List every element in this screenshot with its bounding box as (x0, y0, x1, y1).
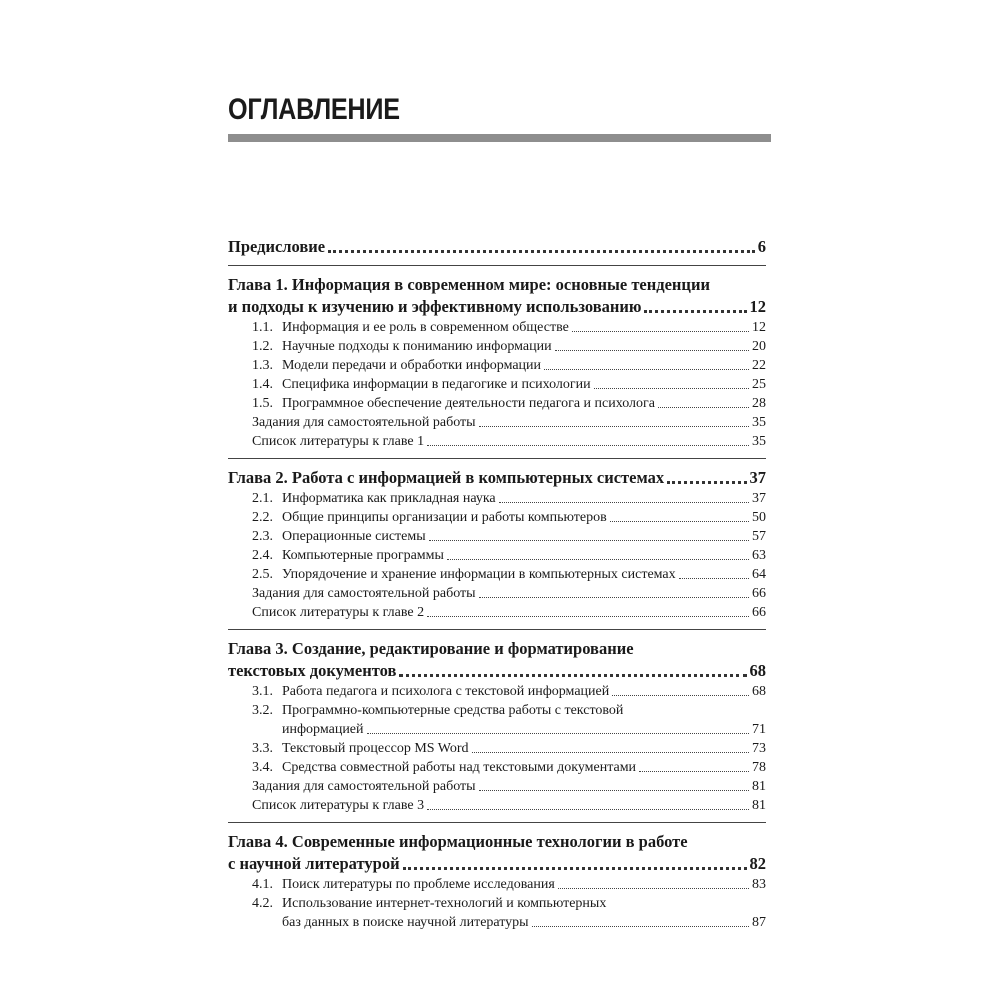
toc-entry-section[interactable] (228, 356, 766, 375)
leader-dots (594, 388, 749, 389)
section-title: информацией (282, 722, 364, 737)
leader-dots (532, 926, 749, 927)
toc-entry-section[interactable] (228, 682, 766, 701)
separator-line (228, 822, 766, 823)
chapter-1 (228, 274, 766, 451)
entry-title: текстовых документов (228, 661, 397, 680)
separator-line (228, 458, 766, 459)
toc-entry-section[interactable] (228, 875, 766, 894)
toc-entry-tasks[interactable] (228, 584, 766, 603)
leader-dots (427, 809, 749, 810)
toc-entry-section[interactable] (228, 508, 766, 527)
toc-entry-references[interactable] (228, 432, 766, 451)
page-number: 78 (752, 760, 766, 775)
page-number: 87 (752, 915, 766, 930)
section-title: Программное обеспечение деятельности педагога и психолога (282, 396, 655, 411)
leader-dots (427, 445, 749, 446)
section-number: 3.3. (252, 741, 273, 756)
page-number: 81 (752, 779, 766, 794)
section-title: Специфика информации в педагогике и психологии (282, 377, 591, 392)
page-number: 12 (752, 320, 766, 335)
section-number: 4.1. (252, 877, 273, 892)
section-number: 2.1. (252, 491, 273, 506)
leader-dots (555, 350, 749, 351)
toc-entry-section[interactable] (228, 894, 766, 932)
heading-rule (228, 134, 771, 142)
entry-title: с научной литературой (228, 854, 400, 873)
entry-title: Список литературы к главе 1 (252, 434, 425, 449)
entry-title: Список литературы к главе 2 (252, 605, 425, 620)
toc-entry-chapter[interactable] (228, 296, 766, 318)
toc-entry-tasks[interactable] (228, 777, 766, 796)
entry-title: Глава 2. Работа с информацией в компьютерных системах (228, 468, 665, 487)
page-number: 82 (749, 854, 766, 873)
entry-title: и подходы к изучению и эффективному использованию (228, 297, 642, 316)
entry-title: Задания для самостоятельной работы (252, 415, 476, 430)
toc-entry-references[interactable] (228, 603, 766, 622)
page-number: 35 (752, 434, 766, 449)
page-number: 81 (752, 798, 766, 813)
page-number: 20 (752, 339, 766, 354)
page-number: 50 (752, 510, 766, 525)
toc-entry-section[interactable] (228, 318, 766, 337)
section-title: Общие принципы организации и работы компьютеров (282, 510, 607, 525)
leader-dots (639, 771, 749, 772)
section-title: Средства совместной работы над текстовыми документами (282, 760, 637, 775)
section-number: 2.5. (252, 567, 273, 582)
toc-entry-chapter[interactable] (228, 660, 766, 682)
chapter-title[interactable]: Глава 4. Современные информационные технологии в работе (228, 832, 688, 851)
section-number: 2.2. (252, 510, 273, 525)
leader-dots (429, 540, 749, 541)
page-number: 68 (752, 684, 766, 699)
section-number: 1.3. (252, 358, 273, 373)
page-number: 37 (749, 468, 766, 487)
page-number: 64 (752, 567, 766, 582)
page-number: 12 (749, 297, 766, 316)
leader-dots (479, 597, 749, 598)
section-number: 2.3. (252, 529, 273, 544)
section-number: 1.1. (252, 320, 273, 335)
section-title: Операционные системы (282, 529, 426, 544)
toc-entry-chapter[interactable] (228, 853, 766, 875)
page-number: 57 (752, 529, 766, 544)
toc-entry-section[interactable] (228, 394, 766, 413)
leader-dots (479, 790, 749, 791)
section-title-line1: Использование интернет-технологий и компьютерных (282, 896, 607, 911)
toc-entry-section[interactable] (228, 375, 766, 394)
toc-entry-section[interactable] (228, 758, 766, 777)
page-number: 25 (752, 377, 766, 392)
leader-dots (610, 521, 749, 522)
section-number: 4.2. (252, 896, 273, 911)
section-number: 3.1. (252, 684, 273, 699)
entry-title: Список литературы к главе 3 (252, 798, 425, 813)
page-number: 73 (752, 741, 766, 756)
entry-title: Предисловие (228, 237, 326, 256)
page-number: 68 (749, 661, 766, 680)
leader-dots (472, 752, 749, 753)
page-number: 37 (752, 491, 766, 506)
toc-entry-section[interactable] (228, 489, 766, 508)
chapter-4 (228, 831, 766, 932)
section-number: 3.2. (252, 703, 273, 718)
toc-entry-references[interactable] (228, 796, 766, 815)
leader-dots (679, 578, 749, 579)
leader-dots (499, 502, 749, 503)
page-number: 63 (752, 548, 766, 563)
section-title: баз данных в поиске научной литературы (282, 915, 529, 930)
section-title: Научные подходы к пониманию информации (282, 339, 552, 354)
page-title: ОГЛАВЛЕНИЕ (228, 93, 400, 126)
toc-entry-section[interactable] (228, 337, 766, 356)
leader-dots (667, 481, 746, 484)
leader-dots (544, 369, 749, 370)
leader-dots (399, 674, 746, 677)
section-title: Информатика как прикладная наука (282, 491, 496, 506)
toc-entry-section[interactable] (228, 546, 766, 565)
section-title: Поиск литературы по проблеме исследования (282, 877, 555, 892)
toc-entry-section[interactable] (228, 739, 766, 758)
chapter-2 (228, 467, 766, 622)
section-number: 3.4. (252, 760, 273, 775)
toc-entry-section[interactable] (228, 565, 766, 584)
toc-entry-section[interactable] (228, 527, 766, 546)
leader-dots (572, 331, 749, 332)
page-number: 71 (752, 722, 766, 737)
page-number: 6 (757, 237, 766, 256)
leader-dots (479, 426, 749, 427)
leader-dots (403, 867, 747, 870)
separator-line (228, 629, 766, 630)
section-number: 1.4. (252, 377, 273, 392)
page-number: 66 (752, 605, 766, 620)
page-number: 35 (752, 415, 766, 430)
section-title: Работа педагога и психолога с текстовой информацией (282, 684, 610, 699)
entry-title: Задания для самостоятельной работы (252, 586, 476, 601)
section-number: 2.4. (252, 548, 273, 563)
page-number: 66 (752, 586, 766, 601)
page-number: 83 (752, 877, 766, 892)
section-number: 1.2. (252, 339, 273, 354)
section-title: Модели передачи и обработки информации (282, 358, 542, 373)
toc-entry-preface[interactable] (228, 236, 766, 258)
table-of-contents (228, 236, 766, 932)
section-title: Информация и ее роль в современном обществе (282, 320, 569, 335)
leader-dots (427, 616, 749, 617)
section-title: Упорядочение и хранение информации в компьютерных системах (282, 567, 676, 582)
toc-entry-chapter[interactable] (228, 467, 766, 489)
page-number: 22 (752, 358, 766, 373)
page-number: 28 (752, 396, 766, 411)
chapter-title[interactable]: Глава 1. Информация в современном мире: основные тенденции (228, 275, 710, 294)
section-title: Текстовый процессор MS Word (282, 741, 469, 756)
separator-line (228, 265, 766, 266)
chapter-title[interactable]: Глава 3. Создание, редактирование и форматирование (228, 639, 634, 658)
toc-entry-tasks[interactable] (228, 413, 766, 432)
leader-dots (367, 733, 749, 734)
entry-title: Задания для самостоятельной работы (252, 779, 476, 794)
leader-dots (328, 250, 755, 253)
leader-dots (447, 559, 749, 560)
section-title: Компьютерные программы (282, 548, 444, 563)
leader-dots (612, 695, 749, 696)
toc-entry-section[interactable] (228, 701, 766, 739)
section-title-line1: Программно-компьютерные средства работы с текстовой (282, 703, 624, 718)
leader-dots (558, 888, 749, 889)
leader-dots (658, 407, 749, 408)
section-number: 1.5. (252, 396, 273, 411)
chapter-3 (228, 638, 766, 815)
leader-dots (644, 310, 746, 313)
